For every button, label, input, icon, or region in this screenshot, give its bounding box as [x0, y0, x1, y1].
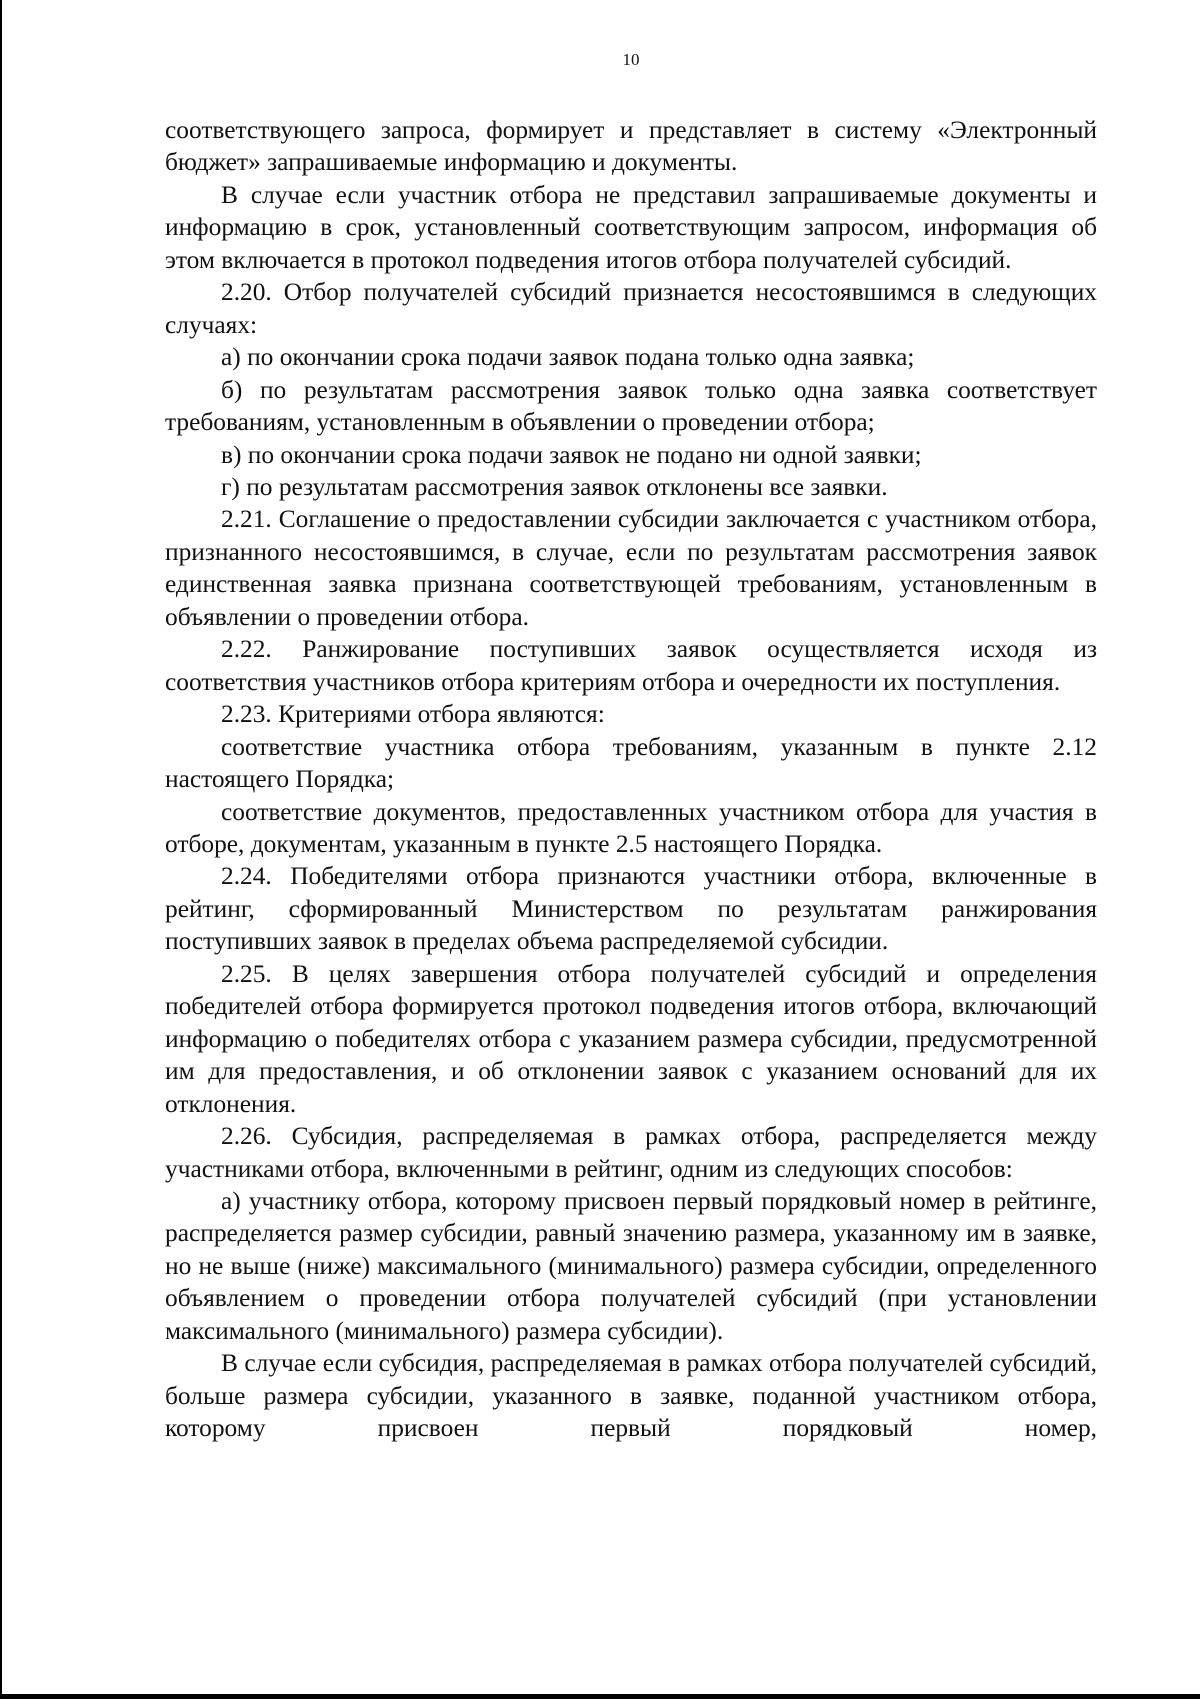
paragraph-missing-documents: В случае если участник отбора не представил запрашиваемые документы и информацию в срок, установленный соответствующим запросом, информация об этом включается в протокол подведения итогов отбора получателей субсидий. — [165, 180, 1097, 274]
paragraph-2-25: 2.25. В целях завершения отбора получателей субсидий и определения победителей отбора формируется протокол подведения итогов отбора, включающий информацию о победителях отбора с указанием размера субсидии, предусмотренной им для предоставления, и об отклонении заявок с указанием оснований для их отклонения. — [165, 959, 1097, 1118]
list-item-2-20-a: а) по окончании срока подачи заявок подана только одна заявка; — [221, 343, 915, 372]
document-body — [165, 114, 1097, 1445]
paragraph-subsidy-surplus: В случае если субсидия, распределяемая в рамках отбора получателей субсидий, больше размера субсидии, указанного в заявке, поданной участником отбора, которому присвоен первый порядковый номер, — [165, 1349, 1097, 1443]
paragraph-2-26: 2.26. Субсидия, распределяемая в рамках отбора, распределяется между участниками отбора, включенными в рейтинг, одним из следующих способов: — [165, 1122, 1097, 1183]
list-item-2-20-b: б) по результатам рассмотрения заявок только одна заявка соответствует требованиям, установленным в объявлении о проведении отбора; — [165, 375, 1097, 437]
paragraph-2-23: 2.23. Критериями отбора являются: — [221, 700, 605, 729]
paragraph-2-20: 2.20. Отбор получателей субсидий признается несостоявшимся в следующих случаях: — [165, 278, 1097, 339]
paragraph-continuation: соответствующего запроса, формирует и представляет в систему «Электронный бюджет» запрашиваемые информацию и документы. — [165, 116, 1097, 177]
paragraph-2-24: 2.24. Победителями отбора признаются участники отбора, включенные в рейтинг, сформированный Министерством по результатам ранжирования поступивших заявок в пределах объема распределяемой субсидии. — [165, 862, 1097, 956]
criterion-participant-requirements: соответствие участника отбора требованиям, указанным в пункте 2.12 настоящего Порядка; — [165, 732, 1097, 794]
page-number: 10 — [622, 50, 640, 69]
criterion-documents: соответствие документов, предоставленных участником отбора для участия в отборе, документам, указанным в пункте 2.5 настоящего Порядка. — [165, 797, 1097, 858]
list-item-2-20-v: в) по окончании срока подачи заявок не подано ни одной заявки; — [221, 440, 922, 469]
list-item-2-20-g: г) по результатам рассмотрения заявок отклонены все заявки. — [221, 472, 888, 501]
list-item-2-26-a: а) участнику отбора, которому присвоен первый порядковый номер в рейтинге, распределяется размер субсидии, равный значению размера, указанному им в заявке, но не выше (ниже) максимального (минимального) размера субсидии, определенного объявлением о проведении отбора получателей субсидий (при установлении максимального (минимального) размера субсидии). — [165, 1186, 1097, 1345]
paragraph-2-21: 2.21. Соглашение о предоставлении субсидии заключается с участником отбора, признанного несостоявшимся, в случае, если по результатам рассмотрения заявок единственная заявка признана соответствующей требованиям, установленным в объявлении о проведении отбора. — [165, 505, 1097, 631]
paragraph-2-22: 2.22. Ранжирование поступивших заявок осуществляется исходя из соответствия участников отбора критериям отбора и очередности их поступления. — [165, 635, 1097, 696]
